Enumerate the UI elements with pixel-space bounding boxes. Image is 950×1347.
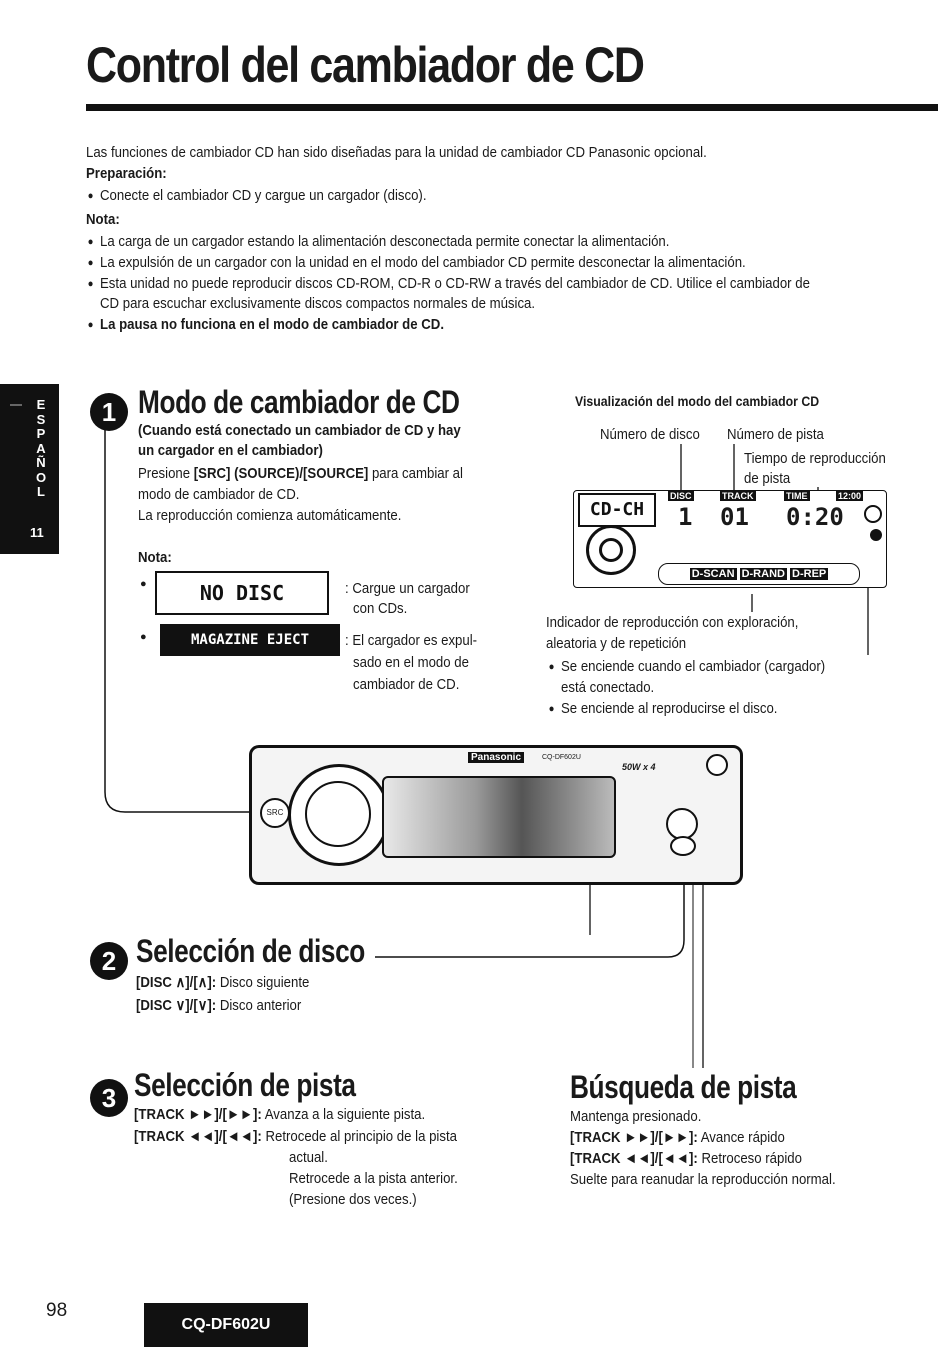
head-unit-illustration xyxy=(249,745,743,885)
disc-number-label: Número de disco xyxy=(600,426,700,443)
section-2-number: 2 xyxy=(90,942,128,980)
lcd-eject-desc-1: : El cargador es expul- xyxy=(345,632,478,649)
power-rating: 50W x 4 xyxy=(622,762,656,772)
track-prev-again: Retrocede a la pista anterior. xyxy=(289,1170,458,1187)
model-tag: CQ-DF602U xyxy=(542,754,581,761)
note-item-2: ● La expulsión de un cargador con la unidad en el modo del cambiador CD permite desconectar la alimentación. xyxy=(100,252,746,273)
lcd-no-disc-desc-1: : Cargue un cargador xyxy=(345,580,470,597)
note-label: Nota: xyxy=(86,211,120,228)
search-forward-line: [TRACK ►►]/[►►]: Avance rápido xyxy=(570,1129,785,1146)
intro-text: Las funciones de cambiador CD han sido diseñadas para la unidad de cambiador CD Panasonic opcional. xyxy=(86,144,707,161)
prep-label: Preparación: xyxy=(86,165,167,182)
eject-button xyxy=(706,754,728,776)
search-rewind-line: [TRACK ◄◄]/[◄◄]: Retroceso rápido xyxy=(570,1150,802,1167)
lcd-mode-text: CD-CH xyxy=(578,493,656,527)
disc-down-button xyxy=(670,836,696,856)
lcd-no-disc: NO DISC xyxy=(155,571,329,615)
indicator-label-2: aleatoria y de repetición xyxy=(546,635,687,652)
disc-dot-icon xyxy=(870,529,882,541)
bullet-dot: ● xyxy=(140,578,147,590)
lcd-track-tag: TRACK xyxy=(722,491,754,501)
model-footer: CQ-DF602U xyxy=(144,1303,308,1347)
disc-next-line: [DISC ∧]/[∧]: Disco siguiente xyxy=(136,974,310,991)
page-number: 98 xyxy=(46,1300,68,1321)
display-heading: Visualización del modo del cambiador CD xyxy=(575,393,820,409)
lcd-track-number: 01 xyxy=(720,503,749,531)
lcd-magazine-eject: MAGAZINE EJECT xyxy=(160,624,340,656)
display-window xyxy=(382,776,616,858)
search-hold: Mantenga presionado. xyxy=(570,1108,702,1125)
page-title: Control del cambiador de CD xyxy=(86,37,644,93)
volume-knob xyxy=(288,764,390,866)
prep-item: ● Conecte el cambiador CD y cargue un cargador (disco). xyxy=(100,185,426,206)
brand-logo: Panasonic xyxy=(468,752,524,763)
track-prev-line: [TRACK ◄◄]/[◄◄]: Retrocede al principio de la pista xyxy=(134,1128,457,1145)
section-1-subtitle-2: un cargador en el cambiador) xyxy=(138,442,323,459)
bullet-dot: ● xyxy=(140,631,147,643)
section-1-auto-play: La reproducción comienza automáticamente. xyxy=(138,507,402,524)
src-button: SRC xyxy=(260,798,290,828)
lcd-play-time: 0:20 xyxy=(786,503,844,531)
display-bullet-2: ● Se enciende al reproducirse el disco. xyxy=(561,698,777,719)
lcd-eject-desc-3: cambiador de CD. xyxy=(353,676,460,693)
section-1-press-2: modo de cambiador de CD. xyxy=(138,486,300,503)
lcd-disc-tag: DISC xyxy=(670,491,692,501)
note-item-3: ● Esta unidad no puede reproducir discos CD-ROM, CD-R o CD-RW a través del cambiador de CD. Utilice el cambiador de xyxy=(100,273,810,294)
search-title: Búsqueda de pista xyxy=(570,1069,797,1105)
display-bullet-1-cont: está conectado. xyxy=(561,679,655,696)
note-item-3-cont: CD para escuchar exclusivamente discos compactos normales de música. xyxy=(100,295,536,312)
lcd-time-tag: TIME xyxy=(786,491,808,501)
search-release: Suelte para reanudar la reproducción normal. xyxy=(570,1171,836,1188)
section-1-note-label: Nota: xyxy=(138,549,172,566)
indicator-label-1: Indicador de reproducción con exploración, xyxy=(546,614,799,631)
time-label-1: Tiempo de reproducción xyxy=(744,450,886,467)
track-number-label: Número de pista xyxy=(727,426,824,443)
note-item-4: ● La pausa no funciona en el modo de cambiador de CD. xyxy=(100,314,444,335)
power-ring-icon xyxy=(864,505,882,523)
disc-icon xyxy=(586,525,636,575)
disc-prev-line: [DISC ∨]/[∨]: Disco anterior xyxy=(136,997,302,1014)
track-prev-cont: actual. xyxy=(289,1149,328,1166)
time-label-2: de pista xyxy=(744,470,791,487)
section-1-press: Presione [SRC] (SOURCE)/[SOURCE] para cambiar al xyxy=(138,465,463,482)
lcd-eject-desc-2: sado en el modo de xyxy=(353,654,469,671)
section-2-title: Selección de disco xyxy=(136,933,365,969)
section-3-number: 3 xyxy=(90,1079,128,1117)
lcd-clock: 12:00 xyxy=(838,491,862,501)
playback-mode-indicators: D-SCAN D-RAND D-REP xyxy=(658,563,860,585)
lcd-disc-number: 1 xyxy=(678,503,693,531)
section-1-subtitle-1: (Cuando está conectado un cambiador de CD y hay xyxy=(138,422,461,439)
section-1-number: 1 xyxy=(90,393,128,431)
section-page-number: 11 xyxy=(30,525,44,540)
track-next-line: [TRACK ►►]/[►►]: Avanza a la siguiente pista. xyxy=(134,1106,426,1123)
language-letters: E S P A Ñ O L xyxy=(35,397,47,499)
note-item-1: ● La carga de un cargador estando la alimentación desconectada permite conectar la alimentación. xyxy=(100,231,669,252)
track-prev-twice: (Presione dos veces.) xyxy=(289,1191,417,1208)
section-3-title: Selección de pista xyxy=(134,1067,356,1103)
section-1-title: Modo de cambiador de CD xyxy=(138,384,460,420)
display-bullet-1: ● Se enciende cuando el cambiador (cargador) xyxy=(561,656,825,677)
cd-changer-lcd xyxy=(573,490,887,588)
lcd-no-disc-desc-2: con CDs. xyxy=(353,600,408,617)
